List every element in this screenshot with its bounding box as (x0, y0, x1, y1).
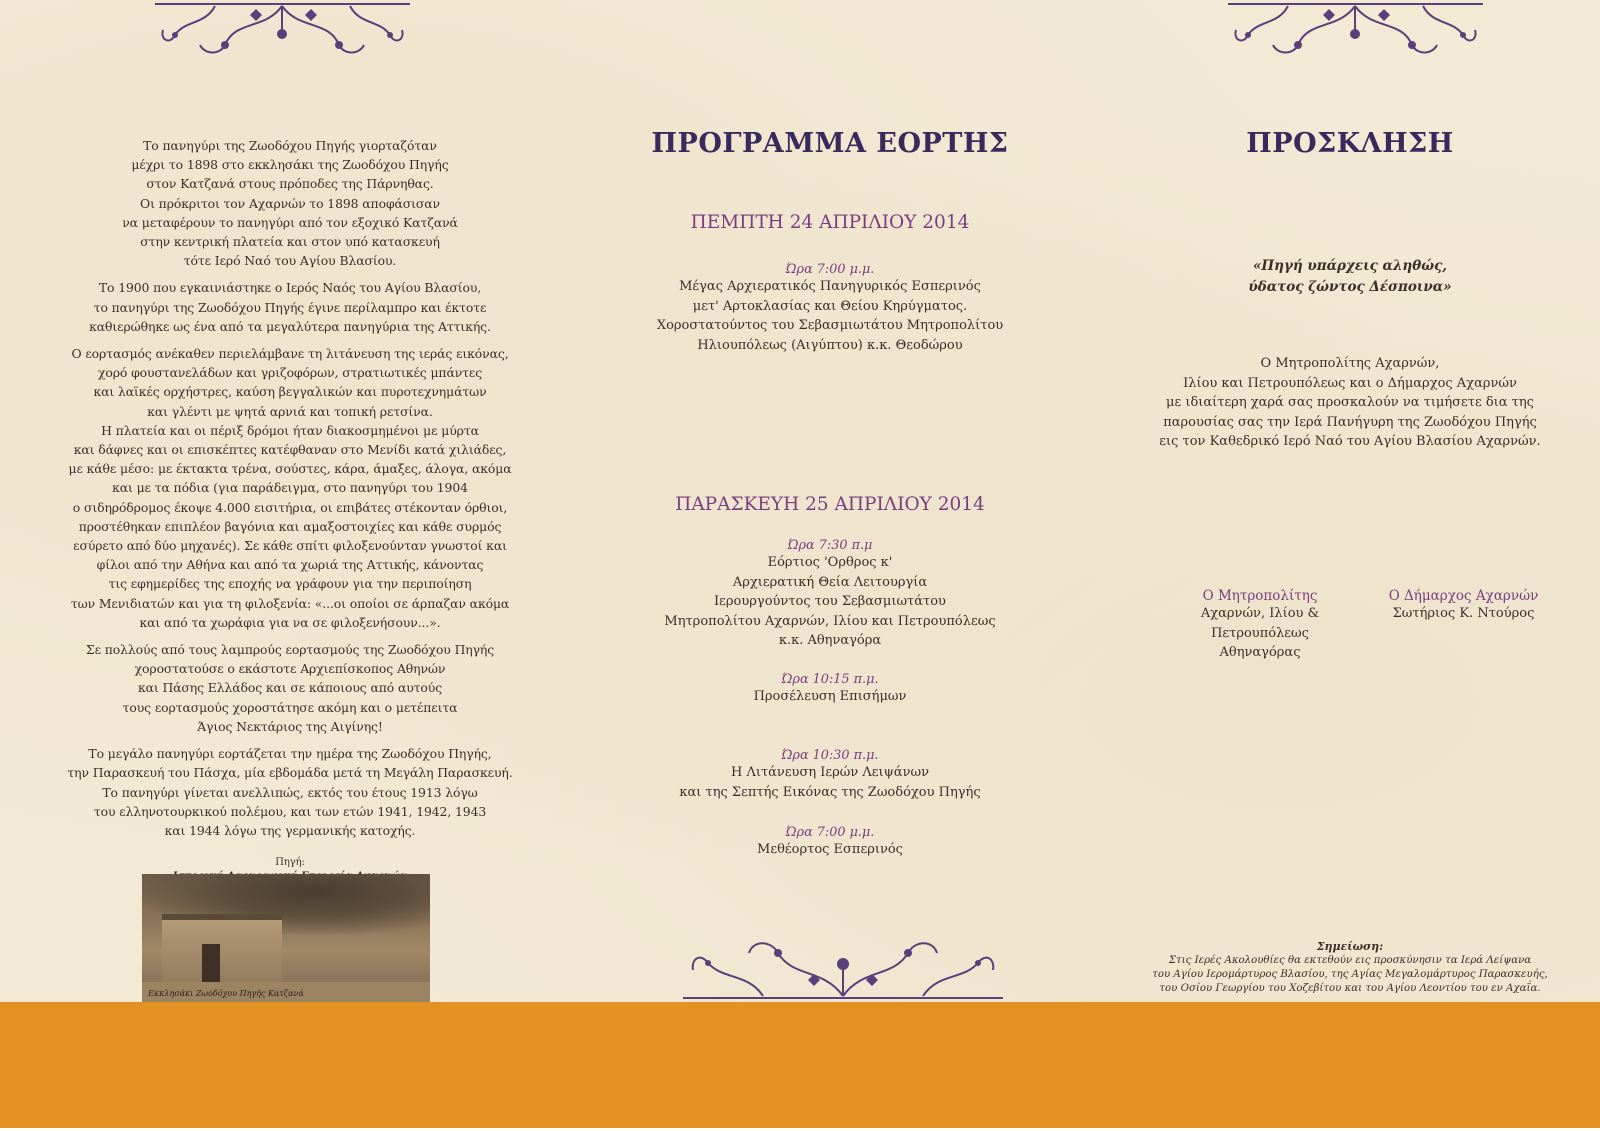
event-time: Ώρα 10:15 π.μ. (781, 672, 879, 687)
source-prefix: Πηγή: (275, 857, 305, 869)
program-title: ΠΡΟΓΡΑΜΜΑ ΕΟΡΤΗΣ (651, 128, 1009, 159)
day1-text: Μέγας Αρχιερατικός Πανηγυρικός Εσπερινός μετ' Αρτοκλασίας και Θείου Κηρύγματος. Χοροστατούντος του Σεβασμιωτάτου Μητροπολίτου Ηλιουπόλεως (Αιγύπτου) κ.κ. Θεοδώρου (656, 279, 1004, 353)
event-text: Η Λιτάνευση Ιερών Λειψάνων και της Σεπτής Εικόνας της Ζωοδόχου Πηγής (679, 765, 981, 800)
invitation-body: Ο Μητροπολίτης Αχαρνών, Ιλίου και Πετρουπόλεως και ο Δήμαρχος Αχαρνών με ιδιαίτερη χαρά σας προσκαλούν να τιμήσετε δια της παρουσίας σας την Ιερά Πανήγυρη της Ζωοδόχου Πηγής εις τον Καθεδρικό Ιερό Ναό του Αγίου Βλασίου Αχαρνών. (1159, 356, 1541, 449)
bottom-orange-band (0, 1002, 1600, 1128)
floral-ornament-icon (1228, 0, 1483, 68)
note-title: Σημείωση: (1316, 940, 1384, 953)
history-paragraph: Το μεγάλο πανηγύρι εορτάζεται την ημέρα της Ζωοδόχου Πηγής, την Παρασκευή του Πάσχα, μία εβδομάδα μετά τη Μεγάλη Παρασκευή. Το πανηγύρι γίνεται ανελλιπώς, εκτός του έτους 1913 λόγω του ελληνοτουρκικού πολέμου, και των ετών 1941, 1942, 1943 και 1944 λόγω της γερμανικής κατοχής. (67, 746, 513, 838)
signature-metropolitan (1150, 588, 1370, 663)
sig1-text: Αχαρνών, Ιλίου & Πετρουπόλεως Αθηναγόρας (1200, 606, 1320, 660)
invitation-quote: «Πηγή υπάρχεις αληθώς, ύδατος ζώντος Δέσποινα» (1248, 258, 1452, 295)
invitation-note (1140, 940, 1560, 996)
history-column (60, 136, 520, 892)
event-time: Ώρα 7:00 μ.μ. (785, 825, 875, 840)
photo-caption: Εκκλησάκι Ζωοδόχου Πηγής Κατζανά (148, 989, 304, 998)
event-time: Ώρα 7:30 π.μ (787, 538, 873, 553)
floral-ornament-icon (155, 0, 410, 68)
floral-ornament-icon (683, 918, 1003, 1002)
invitation-column (1145, 128, 1555, 159)
day1-date: ΠΕΜΠΤΗ 24 ΑΠΡΙΛΙΟΥ 2014 (690, 212, 970, 233)
history-paragraph: Το πανηγύρι της Ζωοδόχου Πηγής γιορταζόταν μέχρι το 1898 στο εκκλησάκι της Ζωοδόχου Πηγής στον Κατζανά στους πρόποδες της Πάρνηθας. Οι πρόκριτοι τον Αχαρνών το 1898 αποφάσισαν να μεταφέρουν το πανηγύρι από τον εξοχικό Κατζανά στην κεντρική πλατεία και στον υπό κατασκευή τότε Ιερό Ναό του Αγίου Βλασίου. (122, 138, 458, 269)
program-column (640, 128, 1020, 159)
chapel-photo (142, 874, 430, 1002)
event-text: Εόρτιος 'Ορθρος κ' Αρχιερατική Θεία Λειτουργία Ιερουργούντος του Σεβασμιωτάτου Μητροπολίτου Αχαρνών, Ιλίου και Πετρουπόλεως κ.κ. Αθηναγόρα (664, 555, 996, 648)
sig2-title: Ο Δήμαρχος Αχαρνών (1388, 588, 1539, 604)
event-text: Μεθέορτος Εσπερινός (757, 842, 903, 857)
history-paragraph: Το 1900 που εγκαινιάστηκε ο Ιερός Ναός του Αγίου Βλασίου, το πανηγύρι της Ζωοδόχου Πηγής έγινε περίλαμπρο και έκτοτε καθιερώθηκε ως ένα από τα μεγαλύτερα πανηγύρια της Αττικής. (89, 280, 491, 334)
signature-mayor (1376, 588, 1551, 624)
day1-time: Ώρα 7:00 μ.μ. (785, 262, 875, 277)
note-text: Στις Ιερές Ακολουθίες θα εκτεθούν εις προσκύνησιν τα Ιερά Λείψανα του Αγίου Ιερομάρτυρος Βλασίου, της Αγίας Μεγαλομάρτυρος Παρασκευής, του Οσίου Γεωργίου του Χοζεβίτου και του Αγίου Λεοντίου του εν Αχαΐα. (1152, 955, 1548, 994)
day2-date: ΠΑΡΑΣΚΕΥΗ 25 ΑΠΡΙΛΙΟΥ 2014 (675, 494, 985, 515)
history-paragraph: Σε πολλούς από τους λαμπρούς εορτασμούς της Ζωοδόχου Πηγής χοροστατούσε ο εκάστοτε Αρχιεπίσκοπος Αθηνών και Πάσης Ελλάδος και σε κάποιους από αυτούς τους εορτασμούς χοροστάτησε ακόμη και ο μετέπειτα Άγιος Νεκτάριος της Αιγίνης! (85, 642, 495, 734)
invitation-title: ΠΡΟΣΚΛΗΣΗ (1246, 128, 1454, 159)
event-time: Ώρα 10:30 π.μ. (781, 748, 879, 763)
history-paragraph: Ο εορτασμός ανέκαθεν περιελάμβανε τη λιτάνευση της ιεράς εικόνας, χορό φουστανελάδων και γριζοφόρων, στρατιωτικές μπάντες και λαϊκές ορχήστρες, καύση βεγγαλικών και πυροτεχνημάτων και γλέντι με ψητά αρνιά και τοπική ρετσίνα. Η πλατεία και οι πέριξ δρόμοι ήταν διακοσμημένοι με μύρτα και δάφνες και οι επισκέπτες κατέφθαναν στο Μενίδι κατά χιλιάδες, με κάθε μέσο: με έκτακτα τρένα, σούστες, κάρα, άμαξες, άλογα, ακόμα και με τα πόδια (για παράδειγμα, στο πανηγύρι του 1904 ο σιδηρόδρομος έκοψε 4.000 εισιτήρια, οι επιβάτες στέκονταν όρθιοι, προστέθηκαν επιπλέον βαγόνια και αμαξοστοιχίες και κάθε συρμός εσύρετο από δύο μηχανές). Σε κάθε σπίτι φιλοξενούνταν γνωστοί και φίλοι από την Αθήνα και από τα χωριά της Αττικής, κάνοντας τις εφημερίδες της εποχής να γράφουν για την περιποίηση των Μενιδιατών και για τη φιλοξενία: «...οι οποίοι σε άρπαζαν ακόμα και από τα χωράφια για να σε φιλοξενήσουν...». (68, 346, 512, 630)
sig1-title: Ο Μητροπολίτης (1202, 588, 1318, 604)
sig2-text: Σωτήριος Κ. Ντούρος (1392, 606, 1535, 621)
event-text: Προσέλευση Επισήμων (753, 689, 907, 704)
